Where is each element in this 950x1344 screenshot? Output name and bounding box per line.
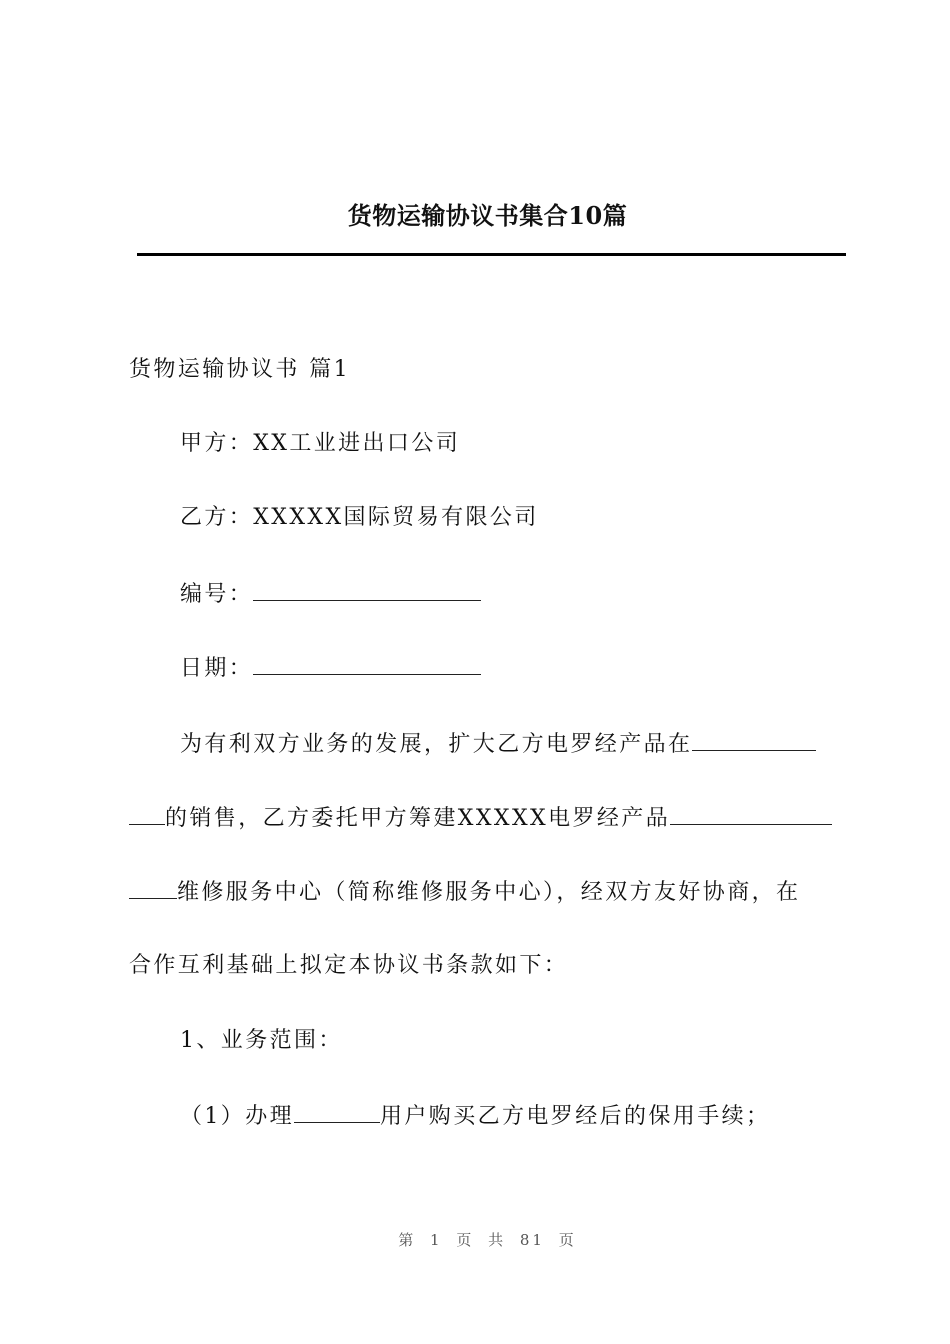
date-blank xyxy=(253,652,481,675)
party-a: 甲方：XX工业进出口公司 xyxy=(180,431,461,456)
clause-1-1-text-b: 用户购买乙方电罗经后的保用手续； xyxy=(380,1104,771,1129)
intro-text-1: 为有利双方业务的发展，扩大乙方电罗经产品在 xyxy=(180,732,693,757)
intro-line-2 xyxy=(129,802,832,834)
section-heading: 货物运输协议书 篇1 xyxy=(129,357,350,382)
region-blank-1 xyxy=(692,728,816,751)
region-blank-2 xyxy=(129,802,165,825)
clause-1-1 xyxy=(180,1100,770,1132)
clause-1-1-blank xyxy=(294,1100,380,1123)
clause-1-1-text-a: （1）办理 xyxy=(180,1104,294,1129)
intro-line-1 xyxy=(180,728,816,760)
intro-text-2: 的销售，乙方委托甲方筹建XXXXX电罗经产品 xyxy=(165,806,671,831)
product-blank-1 xyxy=(670,802,832,825)
intro-text-3: 维修服务中心（简称维修服务中心），经双方友好协商，在 xyxy=(177,880,801,905)
title-divider xyxy=(137,253,846,256)
intro-line-3 xyxy=(129,876,800,908)
date-label: 日期： xyxy=(180,656,254,681)
clause-1: 1、业务范围： xyxy=(180,1028,343,1053)
number-label: 编号： xyxy=(180,582,254,607)
intro-line-4: 合作互利基础上拟定本协议书条款如下： xyxy=(129,953,569,978)
product-blank-2 xyxy=(129,876,177,899)
document-title: 货物运输协议书集合10篇 xyxy=(347,201,628,230)
party-b: 乙方：XXXXX国际贸易有限公司 xyxy=(180,505,539,530)
date-row xyxy=(180,652,481,684)
page-footer: 第 1 页 共 81 页 xyxy=(398,1231,577,1249)
number-row xyxy=(180,578,481,610)
number-blank xyxy=(253,578,481,601)
